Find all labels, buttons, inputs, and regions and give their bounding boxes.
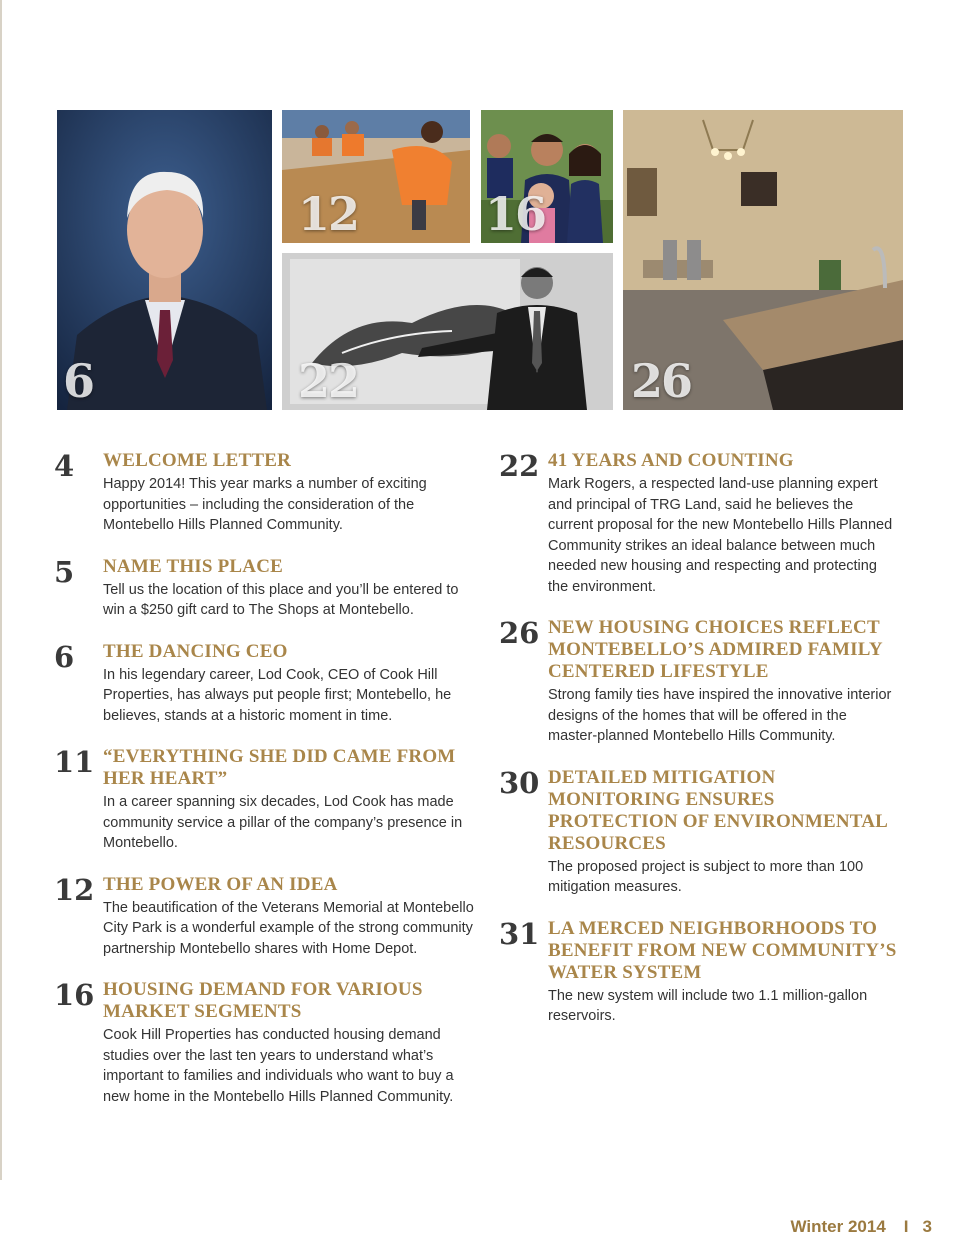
footer-separator: I <box>903 1217 909 1236</box>
photo-page-number: 6 <box>63 354 94 408</box>
toc-page-number: 6 <box>54 639 75 674</box>
toc-entry[interactable] <box>499 767 899 898</box>
toc-title[interactable]: LA MERCED NEIGHBORHOODS TO BENEFIT FROM NEW COMMUNITY’S WATER SYSTEM <box>548 917 897 983</box>
toc-entry[interactable] <box>54 450 474 536</box>
page-footer <box>791 1217 932 1237</box>
page-edge-line <box>0 0 2 1180</box>
toc-entry[interactable] <box>54 746 474 854</box>
toc-page-number: 31 <box>499 916 540 951</box>
photo-page-number: 16 <box>485 187 546 241</box>
toc-title[interactable]: “EVERYTHING SHE DID CAME FROM HER HEART” <box>103 746 456 789</box>
toc-description: Cook Hill Properties has conducted housing demand studies over the last ten years to understand what’s important to families and individuals who want to buy a new home in the Montebello Hills Planned Community. <box>103 1027 454 1105</box>
toc-entry[interactable] <box>499 450 899 597</box>
toc-entry[interactable] <box>54 556 474 621</box>
toc-description: Happy 2014! This year marks a number of exciting opportunities – including the consideration of the Montebello Hills Planned Community. <box>103 476 427 533</box>
page-number: 3 <box>922 1217 932 1236</box>
toc-title[interactable]: HOUSING DEMAND FOR VARIOUS MARKET SEGMENTS <box>103 979 423 1022</box>
toc-entry[interactable] <box>54 979 474 1107</box>
toc-page-number: 22 <box>499 449 540 483</box>
toc-right-column <box>499 450 899 1047</box>
toc-page-number: 16 <box>54 978 95 1012</box>
toc-title[interactable]: NAME THIS PLACE <box>103 555 284 577</box>
toc-description: In his legendary career, Lod Cook, CEO of Cook Hill Properties, has always put people first; Montebello, he believes, stands at a historic moment in time. <box>103 666 452 724</box>
toc-page-number: 26 <box>499 616 540 650</box>
toc-description: In a career spanning six decades, Lod Cook has made community service a pillar of the company’s presence in Montebello. <box>103 794 463 851</box>
toc-page-number: 5 <box>54 554 75 589</box>
toc-title[interactable]: DETAILED MITIGATION MONITORING ENSURES PROTECTION OF ENVIRONMENTAL RESOURCES <box>548 766 887 854</box>
toc-title[interactable]: NEW HOUSING CHOICES REFLECT MONTEBELLO’S ADMIRED FAMILY CENTERED LIFESTYLE <box>548 617 883 682</box>
toc-title[interactable]: THE DANCING CEO <box>103 640 288 662</box>
toc-entry[interactable] <box>499 617 899 747</box>
photo-planner-with-map[interactable] <box>282 253 613 410</box>
toc-page-number: 4 <box>54 449 75 483</box>
toc-description: The new system will include two 1.1 million-gallon reservoirs. <box>548 987 868 1024</box>
photo-page-number: 22 <box>298 354 359 408</box>
toc-description: The proposed project is subject to more than 100 mitigation measures. <box>548 858 864 895</box>
toc-entry[interactable] <box>54 874 474 960</box>
toc-page-number: 12 <box>54 872 95 907</box>
toc-description: The beautification of the Veterans Memorial at Montebello City Park is a wonderful example of the strong community partnership Montebello shares with Home Depot. <box>103 899 474 957</box>
toc-entry[interactable] <box>499 918 899 1027</box>
toc-left-column <box>54 450 474 1127</box>
issue-label: Winter 2014 <box>790 1217 886 1236</box>
photo-kitchen-interior[interactable] <box>623 110 903 410</box>
toc-title[interactable]: 41 YEARS AND COUNTING <box>548 450 794 471</box>
toc-title[interactable]: WELCOME LETTER <box>103 450 292 471</box>
toc-title[interactable]: THE POWER OF AN IDEA <box>103 873 338 895</box>
photo-family[interactable] <box>481 110 613 243</box>
toc-description: Mark Rogers, a respected land-use planning expert and principal of TRG Land, said he believes the current proposal for the new Montebello Hills Planned Community strikes an ideal balance between much needed new housing and respecting and protecting the environment. <box>548 476 893 595</box>
photo-page-number: 26 <box>631 354 692 408</box>
photo-page-number: 12 <box>298 187 359 241</box>
toc-description: Strong family ties have inspired the innovative interior designs of the homes that will be offered in the master-planned Montebello Hills Community. <box>548 687 892 744</box>
photo-ceo-portrait[interactable] <box>57 110 272 410</box>
toc-entry[interactable] <box>54 641 474 727</box>
toc-description: Tell us the location of this place and you’ll be entered to win a $250 gift card to The Shops at Montebello. <box>103 581 459 618</box>
photo-volunteers[interactable] <box>282 110 470 243</box>
toc-page-number: 30 <box>499 765 540 800</box>
toc-page-number: 11 <box>54 745 95 779</box>
